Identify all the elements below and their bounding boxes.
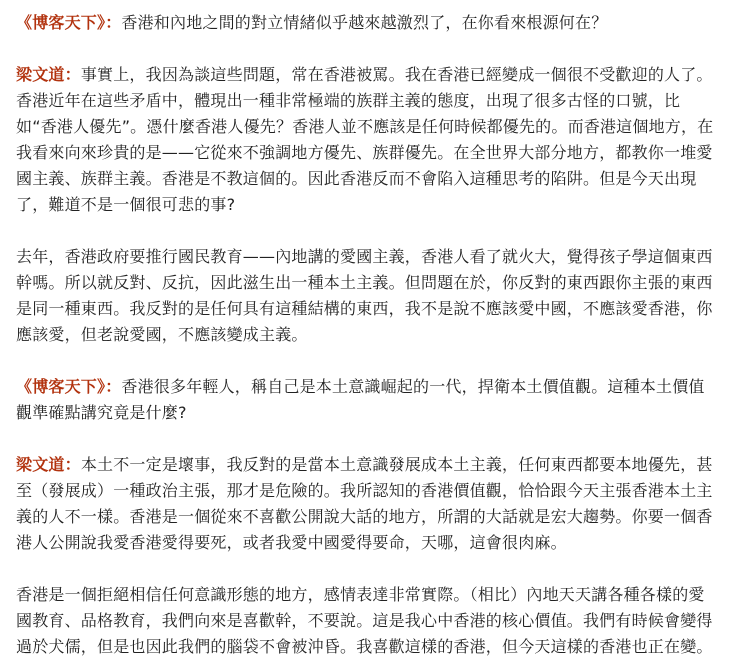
question-paragraph-1 (16, 10, 715, 36)
top-spacer (16, 0, 715, 10)
paragraph-spacer (16, 426, 715, 452)
interviewee-label: 梁文道： (16, 65, 81, 84)
paragraph-spacer (16, 36, 715, 62)
paragraph-spacer (16, 348, 715, 374)
question-paragraph-2 (16, 374, 715, 426)
answer-paragraph-4 (16, 582, 715, 660)
answer-text: 去年，香港政府要推行國民教育——內地講的愛國主義，香港人看了就火大，覺得孩子學這個東西幹嗎。所以就反對、反抗，因此滋生出一種本土主義。但問題在於，你反對的東西跟你主張的東西是同一種東西。我反對的是任何具有這種結構的東西，我不是說不應該愛中國，不應該愛香港，你應該愛，但老說愛國，不應該變成主義。 (16, 247, 713, 344)
answer-text: 本土不一定是壞事，我反對的是當本土意識發展成本土主義，任何東西都要本地優先，甚至（發展成）一種政治主張，那才是危險的。我所認知的香港價值觀，恰恰跟今天主張香港本土主義的人不一樣。香港是一個從來不喜歡公開說大話的地方，所謂的大話就是宏大趨勢。你要一個香港人公開說我愛香港愛得要死，或者我愛中國愛得要命，天哪，這會很肉麻。 (16, 455, 713, 552)
interviewee-label: 梁文道： (16, 455, 81, 474)
answer-paragraph-2 (16, 244, 715, 348)
paragraph-spacer (16, 556, 715, 582)
answer-paragraph-3 (16, 452, 715, 556)
question-text: 香港很多年輕人，稱自己是本土意識崛起的一代，捍衛本土價值觀。這種本土價值觀準確點講究竟是什麼? (16, 377, 705, 422)
answer-text: 事實上，我因為談這些問題，常在香港被罵。我在香港已經變成一個很不受歡迎的人了。香港近年在這些矛盾中，體現出一種非常極端的族群主義的態度，出現了很多古怪的口號，比如“香港人優先”。憑什麼香港人優先？香港人並不應該是任何時候都優先的。而香港這個地方，在我看來向來珍貴的是——它從來不強調地方優先、族群優先。在全世界大部分地方，都教你一堆愛國主義、族群主義。香港是不教這個的。因此香港反而不會陷入這種思考的陷阱。但是今天出現了，難道不是一個很可悲的事? (16, 65, 714, 214)
answer-paragraph-1 (16, 62, 715, 218)
paragraph-spacer (16, 218, 715, 244)
interviewer-label: 《博客天下》： (16, 13, 122, 32)
answer-text: 香港是一個拒絕相信任何意識形態的地方，感情表達非常實際。（相比）內地天天講各種各樣的愛國教育、品格教育，我們向來是喜歡幹，不要說。這是我心中香港的核心價值。我們有時候會變得過於犬儒，但是也因此我們的腦袋不會被沖昏。我喜歡這樣的香港，但今天這樣的香港也正在變。 (16, 585, 713, 656)
interviewer-label: 《博客天下》： (16, 377, 122, 396)
question-text: 香港和內地之間的對立情緒似乎越來越激烈了，在你看來根源何在？ (121, 13, 608, 32)
